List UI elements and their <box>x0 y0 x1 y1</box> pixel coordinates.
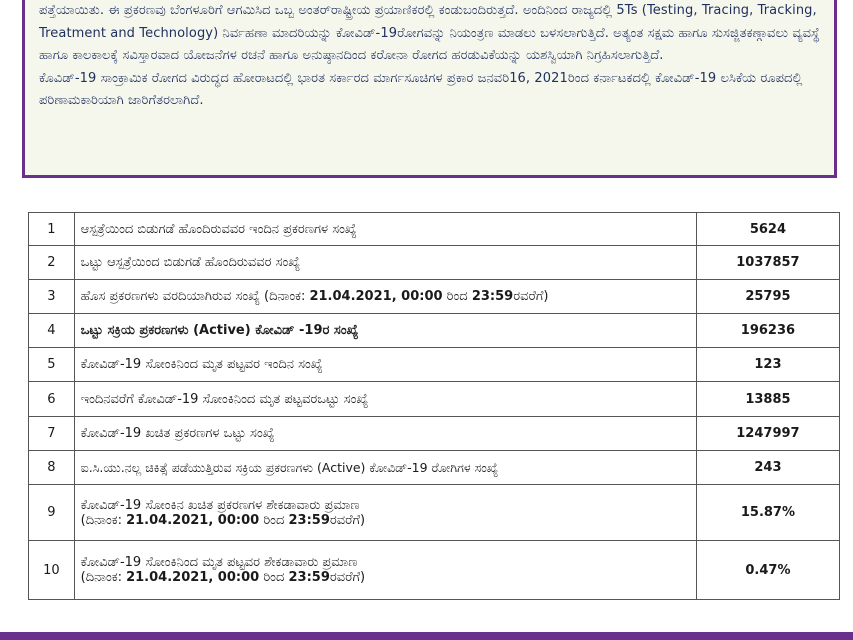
row-value: 15.87% <box>696 485 839 541</box>
row-number: 9 <box>29 485 75 541</box>
row-number: 3 <box>29 280 75 314</box>
row-number: 1 <box>29 213 75 246</box>
desc-text: (ದಿನಾಂಕ: <box>80 570 127 585</box>
desc-line-2 <box>81 513 690 528</box>
row-description: ಕೋವಿಡ್-19 ಖಚಿತ ಪ್ರಕರಣಗಳ ಒಟ್ಟು ಸಂಖ್ಯೆ <box>74 417 696 451</box>
row-number: 8 <box>29 451 75 485</box>
row-value: 25795 <box>696 280 839 314</box>
row-description <box>74 541 696 600</box>
table-row <box>29 485 840 541</box>
row-description <box>74 485 696 541</box>
desc-text: ರಿಂದ <box>259 570 289 585</box>
row-value: 123 <box>696 348 839 382</box>
date-range-end: 23:59 <box>471 289 514 304</box>
row-value: 196236 <box>696 314 839 348</box>
row-description: ಇಂದಿನವರೆಗೆ ಕೋವಿಡ್-19 ಸೋಂಕಿನಿಂದ ಮೃತ ಪಟ್ಟವರಒಟ್ಟು ಸಂಖ್ಯೆ <box>74 382 696 417</box>
table-row <box>29 382 840 417</box>
date-range-start: 21.04.2021, 00:00 <box>126 512 260 528</box>
date-range-end: 23:59 <box>288 570 330 585</box>
covid-stats-table <box>28 212 840 600</box>
table-row <box>29 541 840 600</box>
desc-text: (ದಿನಾಂಕ: <box>80 512 127 528</box>
notice-paragraph-1: ಪತ್ತೆಯಾಯಿತು. ಈ ಪ್ರಕರಣವು ಬೆಂಗಳೂರಿಗೆ ಆಗಮಿಸಿದ ಒಬ್ಬ ಅಂತರ್‌ರಾಷ್ಟ್ರೀಯ ಪ್ರಯಾಣಿಕರಲ್ಲಿ ಕಂಡುಬಂದಿರುತ್ತದೆ. ಅಂದಿನಿಂದ ರಾಜ್ಯದಲ್ಲಿ 5Ts (Testing, Tracing, Tracking, Treatment and Technology) ನಿರ್ವಹಣಾ ಮಾದರಿಯನ್ನು ಕೋವಿಡ್-19ರೋಗವನ್ನು ನಿಯಂತ್ರಣ ಮಾಡಲು ಬಳಸಲಾಗುತ್ತಿದೆ. ಅತ್ಯಂತ ಸಕ್ಷಮ ಹಾಗೂ ಸುಸಜ್ಜಿತಕಣ್ಗಾವಲು ವ್ಯವಸ್ಥೆ ಹಾಗೂ ಕಾಲಕಾಲಕ್ಕೆ ಸವಿಸ್ತಾರವಾದ ಯೋಜನೆಗಳ ರಚನೆ ಹಾಗೂ ಅನುಷ್ಠಾನದಿಂದ ಕರೋನಾ ರೋಗದ ಹರಡುವಿಕೆಯನ್ನು ಯಶಸ್ವಿಯಾಗಿ ನಿಗ್ರಹಿಸಲಾಗುತ್ತಿದೆ. <box>39 3 820 63</box>
notice-box <box>22 0 837 178</box>
row-value: 1247997 <box>696 417 839 451</box>
row-number: 5 <box>29 348 75 382</box>
row-value: 5624 <box>696 213 839 246</box>
row-number: 4 <box>29 314 75 348</box>
desc-text: ರಿಂದ <box>259 512 289 528</box>
row-number: 6 <box>29 382 75 417</box>
desc-line-1: ಕೋವಿಡ್-19 ಸೋಂಕಿನ ಖಚಿತ ಪ್ರಕರಣಗಳ ಶೇಕಡಾವಾರು ಪ್ರಮಾಣ <box>80 497 360 513</box>
desc-line-2 <box>81 570 690 585</box>
desc-line-1: ಕೋವಿಡ್-19 ಸೋಂಕಿನಿಂದ ಮೃತ ಪಟ್ಟವರ ಶೇಕಡಾವಾರು ಪ್ರಮಾಣ <box>80 555 358 570</box>
desc-text: ರವರೆಗೆ) <box>329 512 366 528</box>
table-row <box>29 348 840 382</box>
bottom-border <box>0 632 853 640</box>
desc-text: ರವರೆಗೆ) <box>329 570 366 585</box>
desc-text: ರಿಂದ <box>442 289 472 304</box>
date-range-end: 23:59 <box>288 512 330 528</box>
row-description <box>74 280 696 314</box>
left-margin <box>0 0 22 640</box>
row-description: ಐ.ಸಿ.ಯು.ನಲ್ಲ ಚಿಕಿತ್ಸೆ ಪಡೆಯುತ್ತಿರುವ ಸಕ್ರಿಯ ಪ್ರಕರಣಗಳು (Active) ಕೋವಿಡ್-19 ರೋಗಿಗಳ ಸಂಖ್ಯೆ <box>74 451 696 485</box>
row-description: ಆಸ್ಪತ್ರೆಯಿಂದ ಬಿಡುಗಡೆ ಹೊಂದಿರುವವರ ಇಂದಿನ ಪ್ರಕರಣಗಳ ಸಂಖ್ಯೆ <box>74 213 696 246</box>
table-row <box>29 280 840 314</box>
table-row <box>29 314 840 348</box>
row-number: 2 <box>29 246 75 280</box>
row-number: 10 <box>29 541 75 600</box>
date-range-start: 21.04.2021, 00:00 <box>126 570 260 585</box>
table-row <box>29 246 840 280</box>
desc-text: ರವರೆಗೆ) <box>513 289 549 304</box>
row-value: 243 <box>696 451 839 485</box>
row-number: 7 <box>29 417 75 451</box>
notice-paragraph-2: ಕೊವಿಡ್-19 ಸಾಂಕ್ರಾಮಿಕ ರೋಗದ ವಿರುದ್ಧದ ಹೋರಾಟದಲ್ಲಿ ಭಾರತ ಸರ್ಕಾರದ ಮಾರ್ಗಸೂಚಿಗಳ ಪ್ರಕಾರ ಜನವರಿ16, 2021ರಿಂದ ಕರ್ನಾಟಕದಲ್ಲಿ ಕೋವಿಡ್-19 ಲಸಿಕೆಯ ರೂಪದಲ್ಲಿ ಪರಿಣಾಮಕಾರಿಯಾಗಿ ಜಾರಿಗೆತರಲಾಗಿದೆ. <box>39 70 803 108</box>
row-value: 0.47% <box>696 541 839 600</box>
row-value: 1037857 <box>696 246 839 280</box>
table-row <box>29 417 840 451</box>
desc-text: ಹೊಸ ಪ್ರಕರಣಗಳು ವರದಿಯಾಗಿರುವ ಸಂಖ್ಯೆ (ದಿನಾಂಕ: <box>80 289 310 304</box>
row-description: ಕೋವಿಡ್-19 ಸೋಂಕಿನಿಂದ ಮೃತ ಪಟ್ಟವರ ಇಂದಿನ ಸಂಖ್ಯೆ <box>74 348 696 382</box>
table-row <box>29 213 840 246</box>
row-description: ಒಟ್ಟು ಆಸ್ಪತ್ರೆಯಿಂದ ಬಿಡುಗಡೆ ಹೊಂದಿರುವವರ ಸಂಖ್ಯೆ <box>74 246 696 280</box>
row-description: ಒಟ್ಟು ಸಕ್ರಿಯ ಪ್ರಕರಣಗಳು (Active) ಕೋವಿಡ್ -19ರ ಸಂಖ್ಯೆ <box>74 314 696 348</box>
table-row <box>29 451 840 485</box>
row-value: 13885 <box>696 382 839 417</box>
date-range-start: 21.04.2021, 00:00 <box>309 289 443 304</box>
